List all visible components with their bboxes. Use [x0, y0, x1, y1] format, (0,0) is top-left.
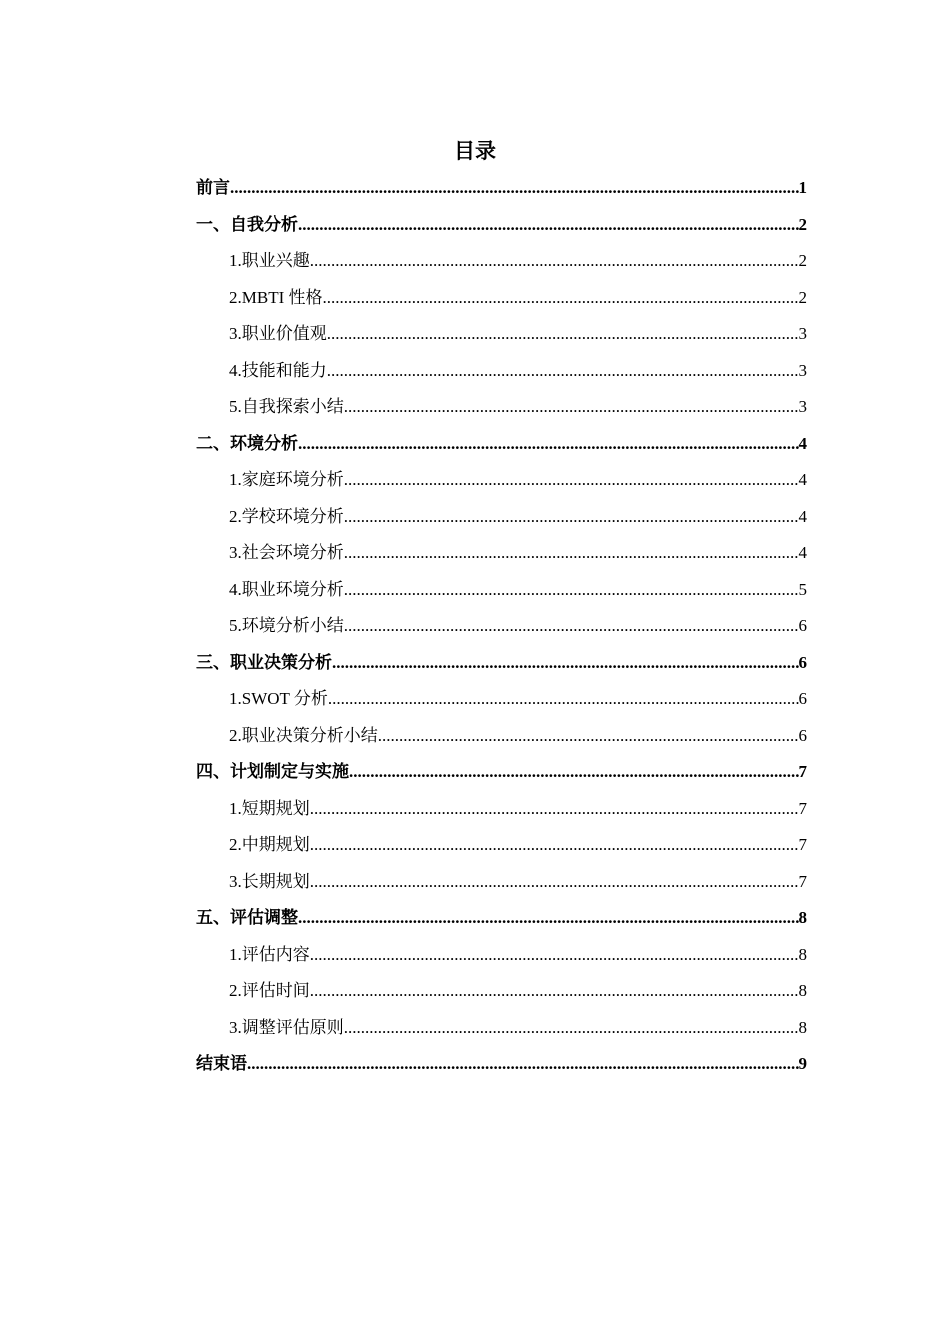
toc-entry-label: 3.调整评估原则 — [229, 1017, 344, 1037]
toc-dot-leader — [349, 754, 799, 791]
toc-dot-leader — [310, 791, 799, 828]
toc-page-number: 7 — [798, 798, 807, 818]
toc-entry-label: 3.职业价值观 — [229, 324, 327, 343]
toc-entry-section[interactable] — [196, 316, 807, 353]
toc-entry-section[interactable] — [196, 1010, 807, 1047]
toc-title: 目录 — [454, 139, 496, 163]
toc-dot-leader — [344, 389, 799, 426]
toc-entry-chapter[interactable] — [196, 645, 807, 682]
toc-dot-leader — [332, 645, 799, 682]
toc-entry-label: 2.学校环境分析 — [229, 506, 344, 526]
toc-page-number: 4 — [798, 506, 807, 526]
toc-entry-label: 1.职业兴趣 — [229, 251, 310, 270]
toc-entry-section[interactable] — [196, 572, 807, 609]
toc-dot-leader — [310, 864, 799, 901]
toc-dot-leader — [310, 973, 799, 1010]
toc-page-number: 2 — [798, 214, 807, 234]
toc-entry-label: 二、环境分析 — [196, 433, 298, 453]
toc-entry-label: 结束语 — [196, 1054, 247, 1073]
toc-entry-label: 四、计划制定与实施 — [196, 762, 349, 781]
toc-entry-section[interactable] — [196, 718, 807, 755]
toc-entry-label: 4.职业环境分析 — [229, 579, 344, 599]
toc-entry-label: 2.职业决策分析小结 — [229, 725, 378, 745]
toc-entry-label: 2.中期规划 — [229, 835, 310, 854]
toc-page-number: 7 — [798, 762, 807, 781]
toc-entry-chapter[interactable] — [196, 426, 807, 463]
toc-dot-leader — [344, 608, 799, 645]
toc-dot-leader — [344, 499, 799, 536]
toc-page-number: 2 — [798, 287, 807, 307]
toc-page-number: 6 — [798, 725, 807, 745]
toc-page-number: 9 — [798, 1054, 807, 1073]
toc-entry-label: 1.SWOT 分析 — [229, 689, 328, 708]
toc-dot-leader — [378, 718, 799, 755]
toc-page-number: 8 — [798, 908, 807, 927]
toc-entry-section[interactable] — [196, 535, 807, 572]
toc-page-number: 7 — [798, 835, 807, 854]
toc-page-number: 8 — [798, 1017, 807, 1037]
toc-entry-label: 三、职业决策分析 — [196, 652, 332, 672]
toc-dot-leader — [310, 243, 799, 280]
toc-entry-chapter[interactable] — [196, 754, 807, 791]
toc-entry-section[interactable] — [196, 864, 807, 901]
toc-entry-label: 一、自我分析 — [196, 214, 298, 234]
toc-page-number: 3 — [798, 360, 807, 380]
toc-dot-leader — [344, 1010, 799, 1047]
toc-entry-label: 2.评估时间 — [229, 981, 310, 1000]
toc-entry-label: 4.技能和能力 — [229, 360, 327, 380]
toc-dot-leader — [344, 535, 799, 572]
toc-page-number: 6 — [798, 652, 807, 672]
toc-dot-leader — [344, 572, 799, 609]
toc-list — [196, 170, 807, 1083]
toc-page-number: 5 — [798, 579, 807, 599]
toc-dot-leader — [310, 937, 799, 974]
toc-dot-leader — [298, 207, 799, 244]
toc-entry-section[interactable] — [196, 462, 807, 499]
toc-entry-section[interactable] — [196, 937, 807, 974]
toc-page-number: 8 — [798, 944, 807, 964]
toc-dot-leader — [298, 426, 799, 463]
toc-dot-leader — [344, 462, 799, 499]
toc-entry-section[interactable] — [196, 389, 807, 426]
toc-entry-section[interactable] — [196, 973, 807, 1010]
toc-page-number: 3 — [798, 324, 807, 343]
toc-dot-leader — [230, 170, 799, 207]
toc-dot-leader — [298, 900, 799, 937]
toc-dot-leader — [327, 316, 799, 353]
toc-entry-label: 1.家庭环境分析 — [229, 470, 344, 489]
toc-dot-leader — [327, 353, 799, 390]
toc-entry-label: 3.社会环境分析 — [229, 543, 344, 562]
toc-entry-label: 1.评估内容 — [229, 944, 310, 964]
toc-entry-section[interactable] — [196, 681, 807, 718]
toc-entry-label: 5.自我探索小结 — [229, 397, 344, 416]
toc-page-number: 6 — [798, 616, 807, 635]
toc-dot-leader — [323, 280, 799, 317]
toc-entry-section[interactable] — [196, 353, 807, 390]
toc-entry-chapter[interactable] — [196, 170, 807, 207]
toc-page-number: 8 — [798, 981, 807, 1000]
toc-page-number: 4 — [798, 543, 807, 562]
toc-entry-label: 前言 — [196, 178, 230, 197]
toc-entry-section[interactable] — [196, 499, 807, 536]
toc-entry-label: 1.短期规划 — [229, 798, 310, 818]
toc-page-number: 6 — [798, 689, 807, 708]
toc-page-number: 7 — [798, 871, 807, 891]
toc-page-number: 3 — [798, 397, 807, 416]
toc-entry-label: 5.环境分析小结 — [229, 616, 344, 635]
toc-page-number: 2 — [798, 251, 807, 270]
toc-entry-section[interactable] — [196, 827, 807, 864]
toc-entry-section[interactable] — [196, 280, 807, 317]
toc-entry-label: 2.MBTI 性格 — [229, 287, 323, 307]
toc-page-number: 4 — [798, 470, 807, 489]
toc-entry-section[interactable] — [196, 791, 807, 828]
toc-entry-chapter[interactable] — [196, 207, 807, 244]
toc-entry-chapter[interactable] — [196, 900, 807, 937]
toc-page-number: 4 — [798, 433, 807, 453]
toc-entry-label: 五、评估调整 — [196, 908, 298, 927]
toc-dot-leader — [328, 681, 799, 718]
toc-entry-section[interactable] — [196, 608, 807, 645]
toc-entry-label: 3.长期规划 — [229, 871, 310, 891]
toc-page-number: 1 — [798, 178, 807, 197]
toc-dot-leader — [247, 1046, 799, 1083]
toc-dot-leader — [310, 827, 799, 864]
toc-entry-chapter[interactable] — [196, 1046, 807, 1083]
toc-entry-section[interactable] — [196, 243, 807, 280]
